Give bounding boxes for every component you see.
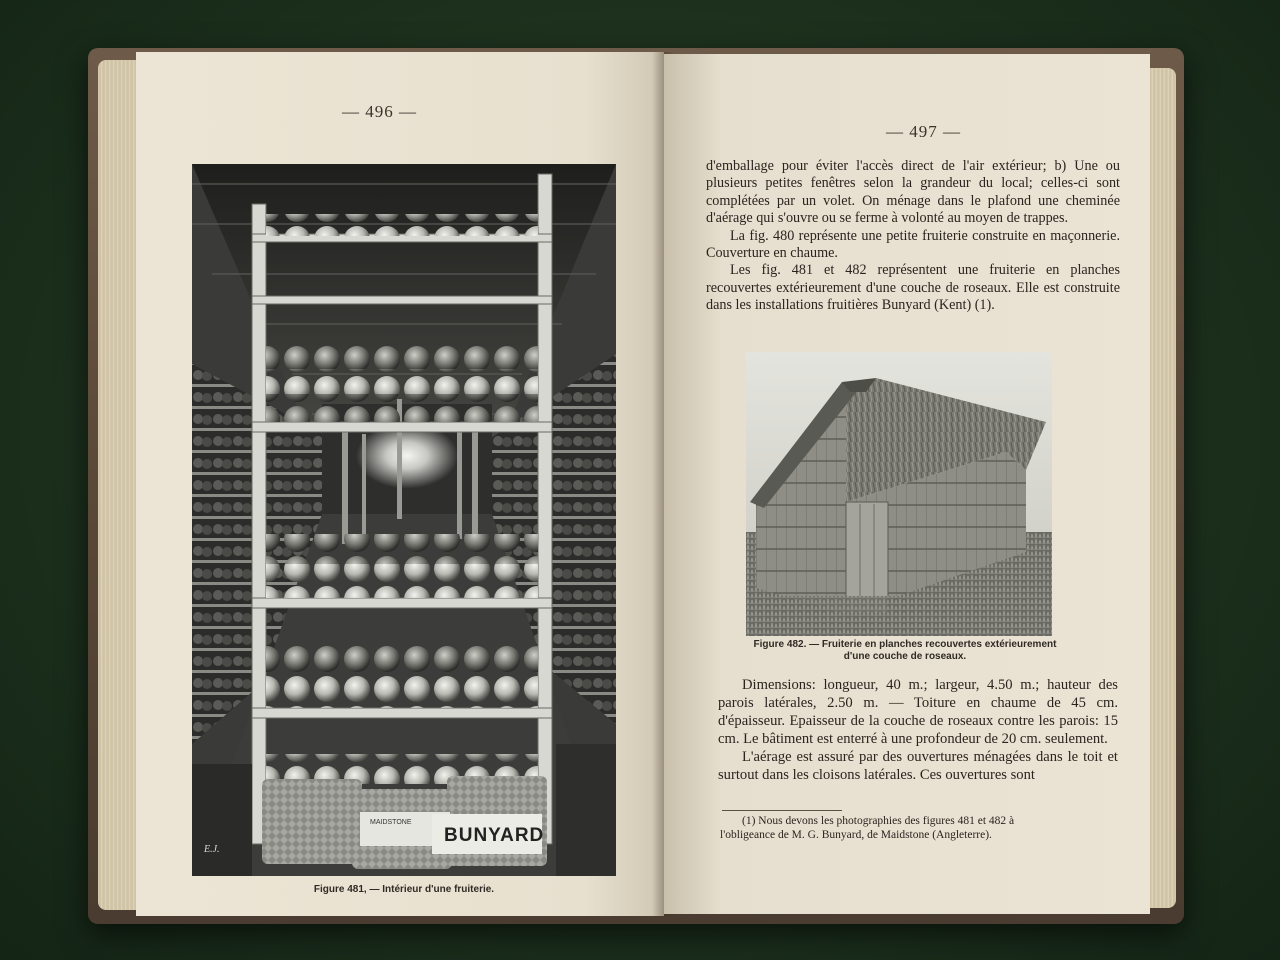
figure-482-caption-line1: Figure 482. — Fruiterie en planches recouvertes extérieurement	[753, 639, 1057, 650]
right-page-text-bottom	[718, 676, 1118, 784]
page-number-left: — 496 —	[342, 102, 417, 121]
footnote-rule	[722, 810, 842, 811]
right-page-text-top	[706, 158, 1120, 315]
aeration-paragraph: L'aérage est assuré par des ouvertures ménagées dans le toit et surtout dans les cloisons latérales. Ces ouvertures sont	[718, 749, 1118, 783]
right-page	[664, 54, 1150, 914]
crate-label-large: BUNYARD	[444, 825, 545, 846]
footnote-line-2: l'obligeance de M. G. Bunyard, de Maidstone (Angleterre).	[720, 829, 992, 841]
figure-482-caption-line2: d'une couche de roseaux.	[843, 651, 967, 662]
dimensions-paragraph: Dimensions: longueur, 40 m.; largeur, 4.50 m.; hauteur des parois latérales, 2.50 m. — Toiture en chaume de 45 cm. d'épaisseur. Epaisseur de la couche de roseaux contre les parois: 15 cm. Le bâtiment est enterré à une profondeur de 20 cm. seulement.	[718, 677, 1118, 747]
footnote-line-1: (1) Nous devons les photographies des figures 481 et 482 à	[742, 815, 1015, 827]
paragraph-2: La fig. 480 représente une petite fruiterie construite en maçonnerie. Couverture en chaume.	[706, 227, 1120, 262]
fruit-storage-photo	[192, 164, 616, 876]
paragraph-3: Les fig. 481 et 482 représentent une fruiterie en planches recouvertes extérieurement d'une couche de roseaux. Elle est construite dans les installations fruitières Bunyard (Kent) (1).	[706, 262, 1120, 314]
figure-481-caption: Figure 481, — Intérieur d'une fruiterie.	[313, 884, 495, 895]
footnote	[720, 814, 1130, 842]
crate-label-small: MAIDSTONE	[370, 819, 412, 826]
thatched-building-photo	[746, 352, 1052, 636]
paragraph-1: d'emballage pour éviter l'accès direct de l'air extérieur; b) Une ou plusieurs petites fenêtres selon la grandeur du local; celles-ci sont complétées par un volet. On ménage dans le plafond une cheminée d'aérage qui s'ouvre ou se ferme à volonté au moyen de trappes.	[706, 158, 1120, 227]
page-number-right: — 497 —	[886, 122, 961, 141]
left-page	[136, 52, 664, 916]
figure-482-caption	[750, 639, 1060, 663]
photo-signature: E.J.	[204, 844, 220, 855]
